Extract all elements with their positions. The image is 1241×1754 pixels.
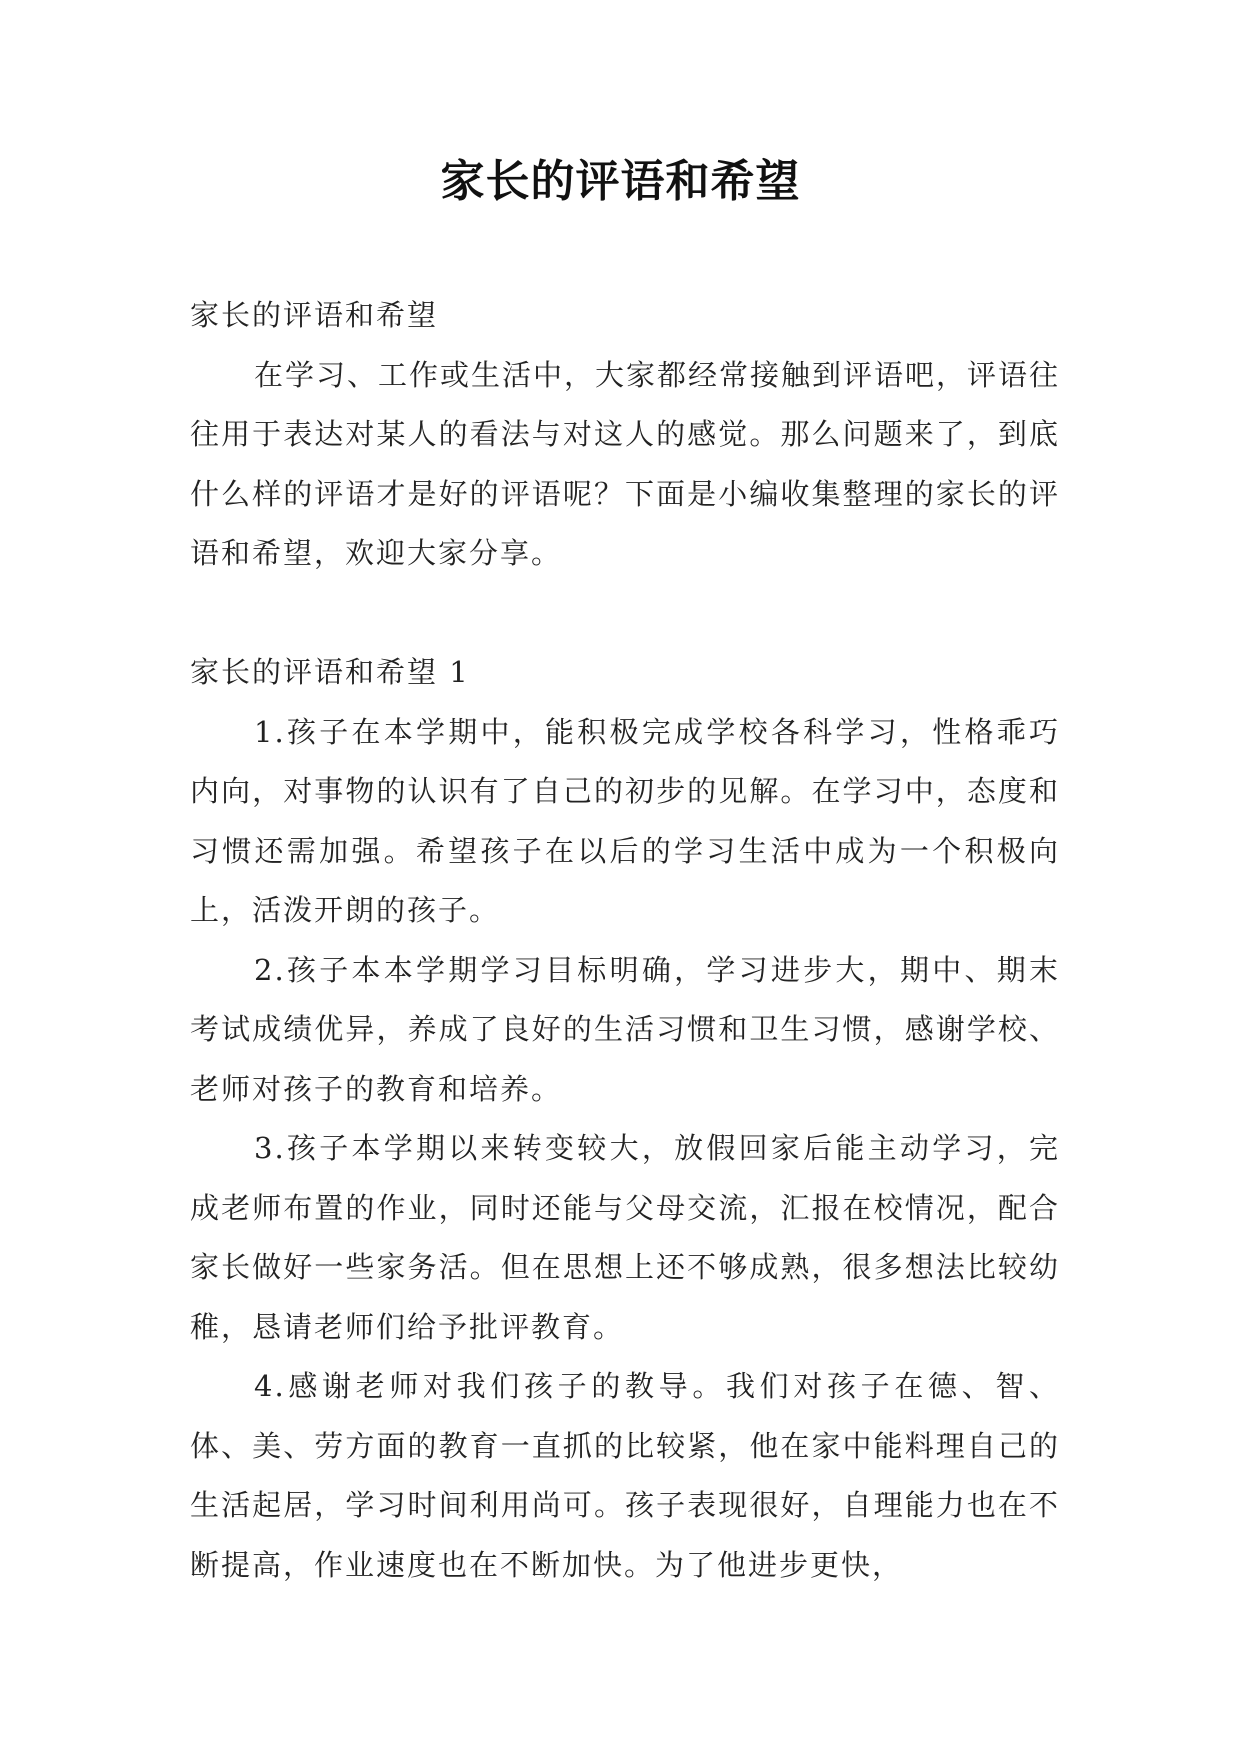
list-item: 2.孩子本本学期学习目标明确，学习进步大，期中、期末考试成绩优异，养成了良好的生活习惯和卫生习惯，感谢学校、老师对孩子的教育和培养。 bbox=[190, 952, 1060, 1106]
paragraph-spacer bbox=[190, 584, 1060, 644]
list-item: 3.孩子本学期以来转变较大，放假回家后能主动学习，完成老师布置的作业，同时还能与父母交流，汇报在校情况，配合家长做好一些家务活。但在思想上还不够成熟，很多想法比较幼稚，恳请老师们给予批评教育。 bbox=[190, 1131, 1060, 1344]
document-body bbox=[190, 286, 1060, 1595]
list-item: 4.感谢老师对我们孩子的教导。我们对孩子在德、智、体、美、劳方面的教育一直抓的比较紧，他在家中能料理自己的生活起居，学习时间利用尚可。孩子表现很好，自理能力也在不断提高，作业速度也在不断加快。为了他进步更快， bbox=[190, 1369, 1060, 1582]
document-title: 家长的评语和希望 bbox=[440, 156, 801, 207]
intro-paragraph: 在学习、工作或生活中，大家都经常接触到评语吧，评语往往用于表达对某人的看法与对这人的感觉。那么问题来了，到底什么样的评语才是好的评语呢？下面是小编收集整理的家长的评语和希望，欢迎大家分享。 bbox=[190, 357, 1061, 570]
subtitle: 家长的评语和希望 bbox=[190, 298, 439, 332]
list-item: 1.孩子在本学期中，能积极完成学校各科学习，性格乖巧内向，对事物的认识有了自己的初步的见解。在学习中，态度和习惯还需加强。希望孩子在以后的学习生活中成为一个积极向上，活泼开朗的孩子。 bbox=[190, 714, 1060, 927]
section-heading: 家长的评语和希望 1 bbox=[190, 655, 470, 689]
